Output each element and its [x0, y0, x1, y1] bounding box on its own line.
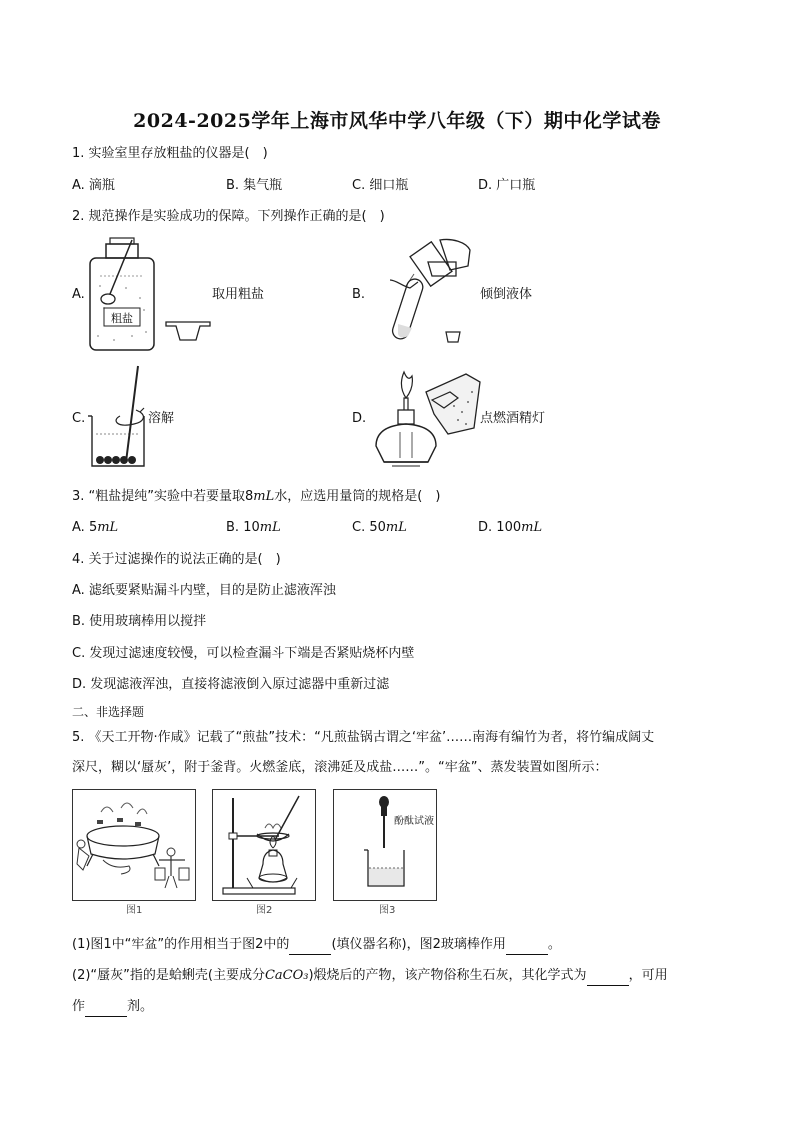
- q3-stem-post: 水，应选用量筒的规格是( ): [274, 489, 441, 504]
- q3-option-b-letter: B.: [226, 520, 240, 535]
- q3-option-a-unit: mL: [97, 520, 119, 535]
- q5-sub2-formula: CaCO₃: [264, 968, 309, 983]
- figure-2-caption: 图2: [256, 905, 273, 916]
- page-title: 2024-2025学年上海市风华中学八年级（下）期中化学试卷: [133, 110, 661, 132]
- answer-blank-2[interactable]: [506, 936, 548, 955]
- figure-3-frame: [333, 789, 437, 901]
- q3-option-d[interactable]: [478, 519, 542, 537]
- q5-line2: 深尺，糊以‘蜃灰’，附于釜背。火燃釜底，滚沸延及成盐……”。“牢盆”、蒸发装置如图所示：: [72, 760, 608, 775]
- q3-option-d-unit: mL: [521, 520, 543, 535]
- q3-option-d-value: 100: [496, 520, 522, 535]
- q3-option-a-letter: A.: [72, 520, 85, 535]
- q5-sub1: [72, 936, 561, 955]
- q2-option-c-caption: 溶解: [148, 411, 175, 426]
- q2-option-a-letter[interactable]: A.: [72, 287, 85, 302]
- q2-option-b-caption: 倾倒液体: [480, 287, 533, 302]
- q4-stem: 4. 关于过滤操作的说法正确的是( ): [72, 552, 281, 567]
- q3-option-b[interactable]: [226, 519, 281, 537]
- q1-stem: 1. 实验室里存放粗盐的仪器是( ): [72, 146, 268, 161]
- q3-option-a-value: 5: [88, 520, 98, 535]
- q3-option-b-value: 10: [243, 520, 260, 535]
- q2-option-d-letter[interactable]: D.: [352, 411, 367, 426]
- figure-2-frame: [212, 789, 316, 901]
- q5-sub2-pre: (2)“蜃灰”指的是蛤蜊壳(主要成分: [72, 968, 265, 983]
- ancient-salt-boiling-scene-icon: [73, 790, 195, 900]
- figure-1-frame: [72, 789, 196, 901]
- q3-option-a[interactable]: [72, 519, 118, 537]
- q5-sub2-post: ，可用: [628, 968, 668, 983]
- q3-option-c[interactable]: [352, 519, 407, 537]
- q5-sub1-mid: (填仪器名称)，图2玻璃棒作用: [331, 937, 506, 952]
- q2-option-b-letter[interactable]: B.: [352, 287, 366, 302]
- q5-line1: 5. 《天工开物·作咸》记载了“煎盐”技术：“凡煎盐锅古谓之‘牢盆’……南海有编竹为者，将竹编成阔丈: [72, 730, 655, 745]
- q2-option-a-caption: 取用粗盐: [212, 287, 265, 302]
- q3-stem-pre: 3. “粗盐提纯”实验中若要量取: [72, 489, 246, 504]
- alcohol-lamp-ignite-icon: [366, 362, 484, 474]
- q4-option-d[interactable]: D. 发现滤液浑浊，直接将滤液倒入原过滤器中重新过滤: [72, 677, 390, 692]
- q3-option-c-value: 50: [369, 520, 386, 535]
- q4-option-b[interactable]: B. 使用玻璃棒用以搅拌: [72, 614, 207, 629]
- q5-sub2-mid: )煅烧后的产物，该产物俗称生石灰，其化学式为: [308, 968, 587, 983]
- q5-sub2-line2: [72, 998, 153, 1017]
- q5-sub2-line2-pre: 作: [72, 999, 86, 1014]
- q1-option-b[interactable]: B. 集气瓶: [226, 178, 283, 193]
- phenolphthalein-dropper-beaker-icon: [334, 790, 436, 900]
- answer-blank-1[interactable]: [289, 936, 331, 955]
- q3-stem-unit: mL: [253, 489, 275, 504]
- answer-blank-3[interactable]: [587, 967, 629, 986]
- beaker-stir-rod-icon: [86, 364, 156, 470]
- q3-option-d-letter: D.: [478, 520, 493, 535]
- q4-option-a[interactable]: A. 滤纸要紧贴漏斗内壁，目的是防止滤液浑浊: [72, 583, 336, 598]
- q3-option-b-unit: mL: [259, 520, 281, 535]
- q1-option-c[interactable]: C. 细口瓶: [352, 178, 409, 193]
- q4-option-c[interactable]: C. 发现过滤速度较慢，可以检查漏斗下端是否紧贴烧杯内壁: [72, 646, 415, 661]
- pour-liquid-test-tube-icon: [370, 236, 480, 346]
- figure-3-caption: 图3: [379, 905, 396, 916]
- answer-blank-4[interactable]: [85, 998, 127, 1017]
- q3-option-c-unit: mL: [385, 520, 407, 535]
- q3-option-c-letter: C.: [352, 520, 366, 535]
- evaporation-apparatus-icon: [213, 790, 315, 900]
- figure-3-label: 酚酞试液: [394, 816, 434, 827]
- q2-option-d-caption: 点燃酒精灯: [480, 411, 546, 426]
- section-heading: 二、非选择题: [72, 705, 145, 719]
- q1-option-d[interactable]: D. 广口瓶: [478, 178, 536, 193]
- q5-sub2-line2-post: 剂。: [127, 999, 154, 1014]
- q3-stem: [72, 488, 440, 506]
- q2-stem: 2. 规范操作是实验成功的保障。下列操作正确的是( ): [72, 209, 385, 224]
- q5-sub1-post: 。: [547, 937, 561, 952]
- reagent-jar-spoon-icon: [86, 236, 216, 356]
- figure-1-caption: 图1: [126, 905, 143, 916]
- q2-option-c-letter[interactable]: C.: [72, 411, 86, 426]
- q1-option-a[interactable]: A. 滴瓶: [72, 178, 115, 193]
- q3-stem-value: 8: [245, 489, 254, 504]
- q5-sub1-pre: (1)图1中“牢盆”的作用相当于图2中的: [72, 937, 290, 952]
- jar-label: 粗盐: [111, 312, 133, 325]
- q5-sub2: [72, 967, 668, 986]
